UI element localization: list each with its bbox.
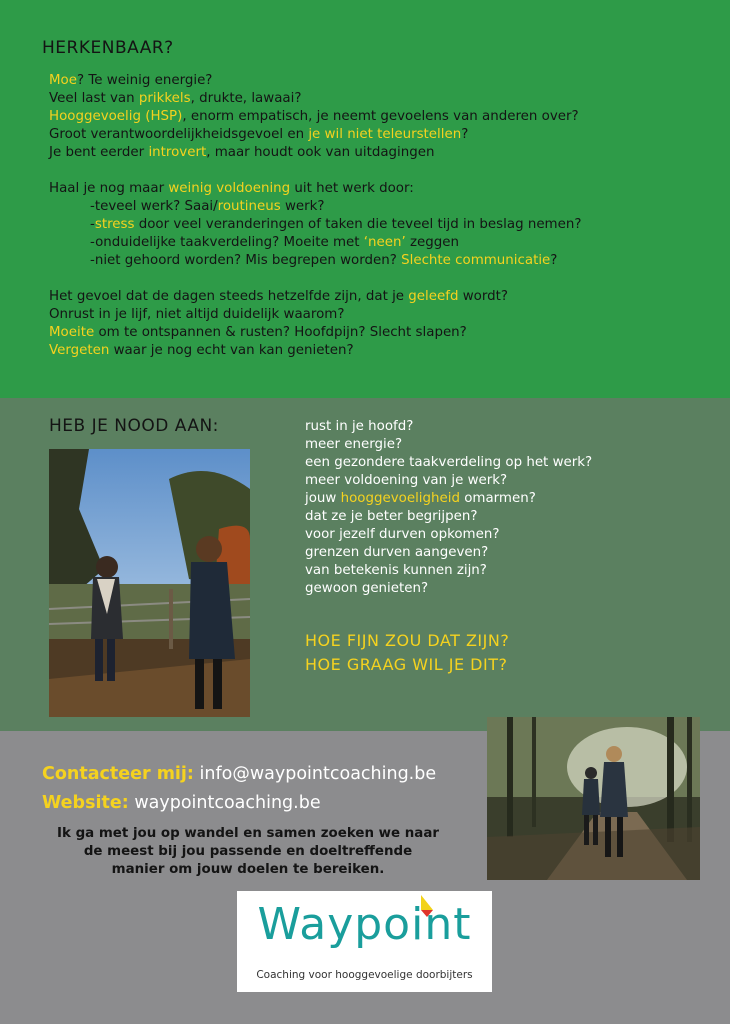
call-to-action	[305, 629, 509, 677]
text-line: Vergeten waar je nog echt van kan genieten?	[49, 343, 354, 358]
text-line: Hooggevoelig (HSP), enorm empatisch, je neemt gevoelens van anderen over?	[49, 109, 579, 124]
text-line: Moe? Te weinig energie?	[49, 73, 213, 88]
section-heading: HEB JE NOOD AAN:	[49, 416, 219, 436]
highlight-text: je wil niet teleurstellen	[308, 127, 462, 142]
highlight-text: Slechte communicatie	[401, 253, 551, 268]
text-line: rust in je hoofd?	[305, 419, 414, 434]
text-line: -onduidelijke taakverdeling? Moeite met ‘neen’ zeggen	[90, 235, 459, 250]
logo-wordmark: Waypoint	[257, 899, 472, 950]
highlight-text: ‘neen’	[363, 235, 406, 250]
text-line: meer voldoening van je werk?	[305, 473, 508, 488]
text-line: -stress door veel veranderingen of taken die teveel tijd in beslag nemen?	[90, 217, 582, 232]
website-line	[42, 793, 321, 813]
block-3	[49, 288, 581, 360]
contact-label: Contacteer mij:	[42, 764, 194, 784]
text-line: van betekenis kunnen zijn?	[305, 563, 487, 578]
text-line: -niet gehoord worden? Mis begrepen worden? Slechte communicatie?	[90, 253, 558, 268]
tagline	[0, 825, 496, 879]
highlight-text: introvert	[148, 145, 207, 160]
text-line: Haal je nog maar weinig voldoening uit het werk door:	[49, 181, 414, 196]
block-2	[49, 180, 581, 270]
text-line: Moeite om te ontspannen & rusten? Hoofdpijn? Slecht slapen?	[49, 325, 467, 340]
highlight-text: weinig voldoening	[168, 181, 291, 196]
text-line: -teveel werk? Saai/routineus werk?	[90, 199, 325, 214]
highlight-text: Moeite	[49, 325, 95, 340]
tagline-line: Ik ga met jou op wandel en samen zoeken we naar	[57, 826, 439, 841]
highlight-text: hooggevoeligheid	[340, 491, 460, 506]
text-line: meer energie?	[305, 437, 403, 452]
highlight-text: stress	[94, 217, 135, 232]
section-nood	[0, 398, 730, 731]
text-line: Het gevoel dat de dagen steeds hetzelfde zijn, dat je geleefd wordt?	[49, 289, 508, 304]
highlight-text: Moe	[49, 73, 77, 88]
highlight-text: Hooggevoelig (HSP)	[49, 109, 183, 124]
highlight-text: Vergeten	[49, 343, 110, 358]
symptom-list	[49, 72, 581, 360]
photo-forest-walk	[487, 717, 700, 880]
contact-line	[42, 764, 436, 784]
call-line-2: HOE GRAAG WIL JE DIT?	[305, 655, 508, 674]
website-link[interactable]: waypointcoaching.be	[134, 793, 321, 813]
section-herkenbaar	[0, 0, 730, 398]
text-line: grenzen durven aangeven?	[305, 545, 489, 560]
logo-subtitle: Coaching voor hooggevoelige doorbijters	[256, 969, 473, 981]
tagline-line: manier om jouw doelen te bereiken.	[111, 862, 385, 877]
highlight-text: routineus	[217, 199, 281, 214]
highlight-text: geleefd	[408, 289, 459, 304]
text-line: Groot verantwoordelijkheidsgevoel en je wil niet teleurstellen?	[49, 127, 469, 142]
text-line: Onrust in je lijf, niet altijd duidelijk waarom?	[49, 307, 345, 322]
text-line: een gezondere taakverdeling op het werk?	[305, 455, 593, 470]
email-link[interactable]: info@waypointcoaching.be	[199, 764, 437, 784]
text-line: jouw hooggevoeligheid omarmen?	[305, 491, 536, 506]
waypoint-logo	[237, 891, 492, 992]
needs-list	[305, 418, 592, 598]
section-heading: HERKENBAAR?	[42, 38, 174, 58]
call-line-1: HOE FIJN ZOU DAT ZIJN?	[305, 631, 510, 650]
text-line: Je bent eerder introvert, maar houdt ook van uitdagingen	[49, 145, 435, 160]
text-line: dat ze je beter begrijpen?	[305, 509, 478, 524]
photo-two-women-park	[49, 449, 250, 717]
website-label: Website:	[42, 793, 129, 813]
block-1	[49, 72, 581, 162]
text-line: voor jezelf durven opkomen?	[305, 527, 500, 542]
highlight-text: prikkels	[138, 91, 191, 106]
text-line: gewoon genieten?	[305, 581, 429, 596]
text-line: Veel last van prikkels, drukte, lawaai?	[49, 91, 302, 106]
tagline-line: de meest bij jou passende en doeltreffende	[83, 844, 413, 859]
